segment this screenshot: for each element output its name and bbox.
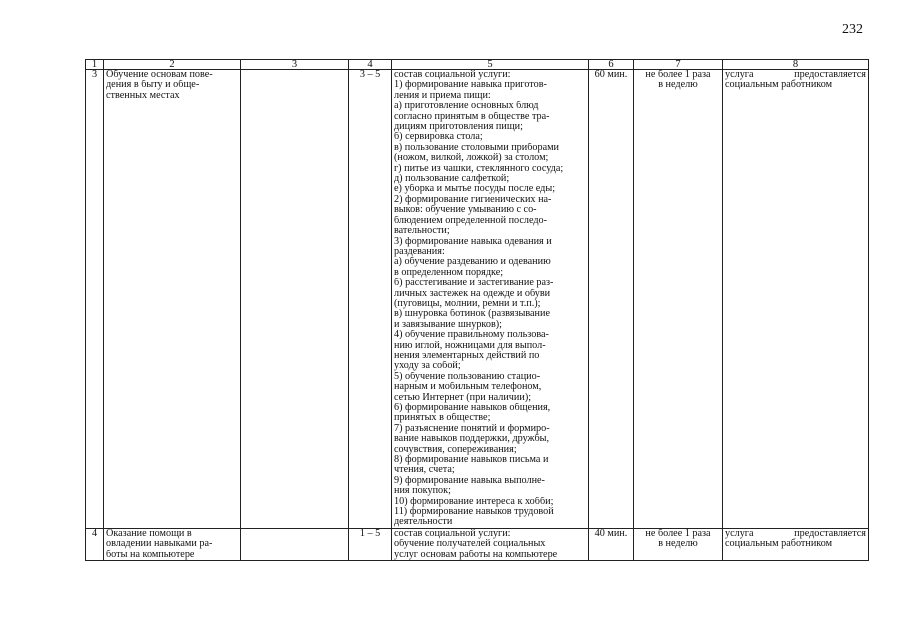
content-line: чтения, счета; — [394, 465, 455, 476]
content-line: 4) обучение правильному пользова- — [394, 330, 549, 341]
content-line: 6) формирование навыков общения, — [394, 403, 551, 413]
content-line: д) пользование салфеткой; — [394, 174, 510, 185]
content-line: 1) формирование навыка приготов- — [394, 80, 547, 91]
content-line: дициям приготовления пищи; — [394, 122, 523, 133]
content-line: вательности; — [394, 226, 450, 237]
provider: услуга предоставляется социальным работником — [723, 70, 869, 529]
group-range: 3 – 5 — [349, 70, 392, 529]
content-line: личных застежек на одежде и обуви — [394, 288, 551, 299]
content-line: б) расстегивание и застегивание раз- — [394, 278, 554, 289]
frequency-line: в неделю — [658, 539, 698, 550]
row-number: 4 — [86, 528, 104, 560]
page-number: 232 — [842, 22, 863, 37]
content-line: нения элементарных действий по — [394, 350, 540, 361]
content-line: состав социальной услуги: — [394, 70, 511, 80]
group-range: 1 – 5 — [349, 528, 392, 560]
content-line: уходу за собой; — [394, 361, 461, 372]
header-cell: 2 — [104, 60, 241, 70]
frequency-line: не более 1 раза — [645, 70, 711, 80]
header-cell: 1 — [86, 60, 104, 70]
header-cell: 8 — [723, 60, 869, 70]
header-cell: 5 — [392, 60, 589, 70]
content-line: нарным и мобильным телефоном, — [394, 382, 542, 393]
content-line: принятых в обществе; — [394, 413, 491, 424]
content-line: блюдением определенной последо- — [394, 215, 548, 226]
service-name-line: Оказание помощи в — [106, 528, 192, 539]
frequency-line: не более 1 раза — [645, 528, 711, 539]
content-line: состав социальной услуги: — [394, 528, 511, 539]
service-name-line: ственных местах — [106, 90, 180, 101]
service-content — [392, 70, 589, 529]
content-line: вание навыков поддержки, дружбы, — [394, 434, 550, 445]
content-line: услуг основам работы на компьютере — [394, 549, 558, 560]
service-name-line: боты на компьютере — [106, 549, 195, 560]
header-cell: 6 — [589, 60, 634, 70]
content-line: 3) формирование навыка одевания и — [394, 236, 552, 247]
content-line: г) питье из чашки, стеклянного сосуда; — [394, 163, 564, 174]
empty-cell — [241, 70, 349, 529]
content-line: а) приготовление основных блюд — [394, 101, 539, 112]
content-line: 10) формирование интереса к хобби; — [394, 496, 554, 507]
content-line: б) сервировка стола; — [394, 132, 483, 143]
service-name-line: дения в быту и обще- — [106, 80, 200, 91]
frequency — [634, 528, 723, 560]
row-number: 3 — [86, 70, 104, 529]
service-name — [104, 70, 241, 529]
content-line: 2) формирование гигиенических на- — [394, 194, 552, 205]
service-name — [104, 528, 241, 560]
content-line: раздевания: — [394, 246, 445, 257]
content-line: (пуговицы, молнии, ремни и т.п.); — [394, 298, 541, 309]
content-line: нию иглой, ножницами для выпол- — [394, 340, 546, 351]
header-cell: 7 — [634, 60, 723, 70]
content-line: а) обучение раздеванию и одеванию — [394, 257, 551, 268]
content-line: 8) формирование навыков письма и — [394, 455, 549, 466]
content-line: е) уборка и мытье посуды после еды; — [394, 184, 556, 195]
content-line: сетью Интернет (при наличии); — [394, 392, 532, 403]
header-row — [86, 60, 869, 70]
table-row — [86, 528, 869, 560]
content-line: согласно принятым в обществе тра- — [394, 111, 550, 122]
service-content — [392, 528, 589, 560]
header-cell: 3 — [241, 60, 349, 70]
duration: 40 мин. — [589, 528, 634, 560]
content-line: 11) формирование навыков трудовой — [394, 507, 554, 518]
content-line: обучение получателей социальных — [394, 539, 546, 550]
frequency — [634, 70, 723, 529]
header-cell: 4 — [349, 60, 392, 70]
service-name-line: овладении навыками ра- — [106, 539, 213, 550]
content-line: деятельности — [394, 517, 453, 528]
duration: 60 мин. — [589, 70, 634, 529]
content-line: в определенном порядке; — [394, 267, 504, 278]
services-table — [85, 59, 869, 561]
service-name-line: Обучение основам пове- — [106, 70, 213, 80]
content-line: ния покупок; — [394, 486, 451, 497]
content-line: (ножом, вилкой, ложкой) за столом; — [394, 153, 549, 164]
content-line: ления и приема пищи: — [394, 90, 491, 101]
content-line: и завязывание шнурков); — [394, 319, 502, 330]
empty-cell — [241, 528, 349, 560]
content-line: в) шнуровка ботинок (развязывание — [394, 309, 550, 320]
frequency-line: в неделю — [658, 80, 698, 91]
content-line: 9) формирование навыка выполне- — [394, 475, 545, 486]
provider: услуга предоставляется социальным работником — [723, 528, 869, 560]
content-line: 5) обучение пользованию стацио- — [394, 371, 541, 382]
table-row — [86, 70, 869, 529]
content-line: выков: обучение умыванию с со- — [394, 205, 537, 216]
content-line: в) пользование столовыми приборами — [394, 142, 559, 153]
content-line: 7) разъяснение понятий и формиро- — [394, 423, 550, 434]
content-line: сочувствия, сопереживания; — [394, 444, 517, 455]
